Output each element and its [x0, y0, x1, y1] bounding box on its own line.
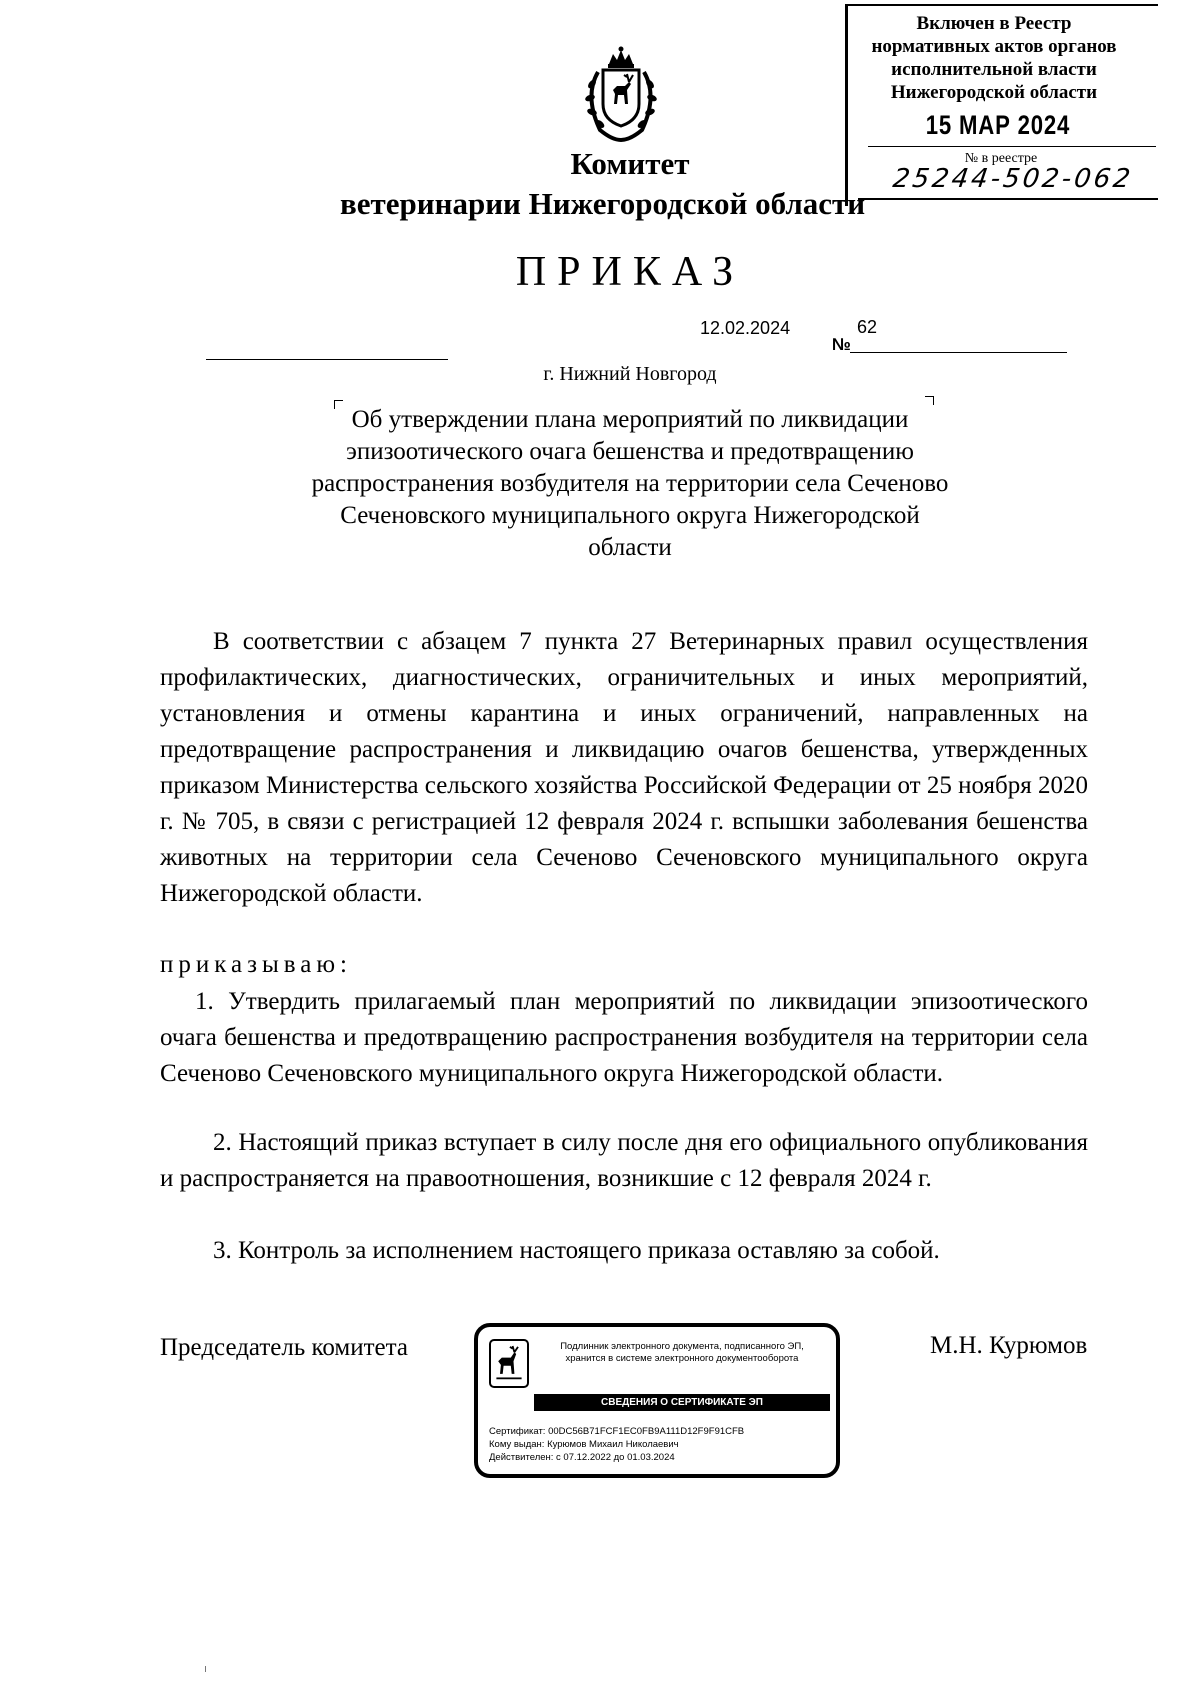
intro-paragraph: В соответствии с абзацем 7 пункта 27 Ветеринарных правил осуществления профилактических, диагностических, ограничительных и иных мероприятий, установления и отмены карантина и иных ограничений, направленных на предотвращение распространения и ликвидацию очагов бешенства, утвержденных приказом Министерства сельского хозяйства Российской Федерации от 25 ноября 2020 г. № 705, в связи с регистрацией 12 февраля 2024 г. вспышки заболевания бешенства животных на территории села Сеченово Сеченовского муниципального округа Нижегородской области. — [160, 628, 1088, 907]
document-number: 62 — [857, 317, 878, 337]
esig-certificate: Сертификат: 00DC56B71FCF1EC0FB9A111D12F9F91CFB — [489, 1426, 745, 1437]
number-underline — [850, 352, 1067, 353]
order-item: 1. Утвердить прилагаемый план мероприятий по ликвидации эпизоотического очага бешенства и предотвращению распространения возбудителя на территории села Сеченово Сеченовского муниципального округа Нижегородской области. — [160, 988, 1088, 1087]
date-underline — [206, 359, 448, 360]
organization-name-line2: ветеринарии Нижегородской области — [340, 186, 866, 221]
esig-header-line: хранится в системе электронного документооборота — [565, 1353, 799, 1364]
order-item: 2. Настоящий приказ вступает в силу после дня его официального опубликования и распространяется на правоотношения, возникшие с 12 февраля 2024 г. — [160, 1129, 1088, 1192]
esig-issued-to: Кому выдан: Курюмов Михаил Николаевич — [489, 1439, 679, 1450]
nizhny-novgorod-coat-of-arms-icon — [578, 46, 664, 144]
document-type-title: ПРИКАЗ — [515, 249, 745, 295]
scan-mark — [205, 1666, 206, 1672]
order-item: 3. Контроль за исполнением настоящего приказа оставляю за собой. — [213, 1237, 940, 1264]
signer-position: Председатель комитета — [160, 1334, 408, 1361]
stamp-line: Нижегородской области — [890, 82, 1098, 103]
document-city: г. Нижний Новгород — [543, 363, 717, 385]
document-subject: Об утверждении плана мероприятий по ликвидации эпизоотического очага бешенства и предотвращению распространения возбудителя на территории села Сеченово Сеченовского муниципального округа Нижегородской области — [311, 406, 949, 561]
stamp-date: 15 МАР 2024 — [925, 110, 1071, 140]
signer-name: М.Н. Курюмов — [930, 1332, 1088, 1359]
deer-emblem-icon — [489, 1339, 529, 1388]
stamp-line: Включен в Реестр — [916, 13, 1072, 34]
esig-header — [534, 1341, 830, 1365]
document-number-label: № — [832, 335, 851, 354]
organization-name-line1: Комитет — [570, 146, 690, 181]
stamp-registry-label: № в реестре — [964, 151, 1038, 166]
stamp-registry-number: 25244-502-062 — [891, 164, 1135, 194]
stamp-line: исполнительной власти — [891, 59, 1097, 80]
electronic-signature-block — [474, 1323, 840, 1478]
stamp-line: нормативных актов органов — [871, 36, 1117, 57]
esig-certificate-bar: СВЕДЕНИЯ О СЕРТИФИКАТЕ ЭП — [534, 1394, 830, 1411]
esig-header-line: Подлинник электронного документа, подписанного ЭП, — [560, 1341, 804, 1352]
document-date: 12.02.2024 — [700, 318, 791, 338]
stamp-divider — [858, 198, 1158, 200]
esig-valid: Действителен: с 07.12.2022 до 01.03.2024 — [489, 1452, 675, 1463]
order-word: приказываю: — [160, 951, 352, 978]
